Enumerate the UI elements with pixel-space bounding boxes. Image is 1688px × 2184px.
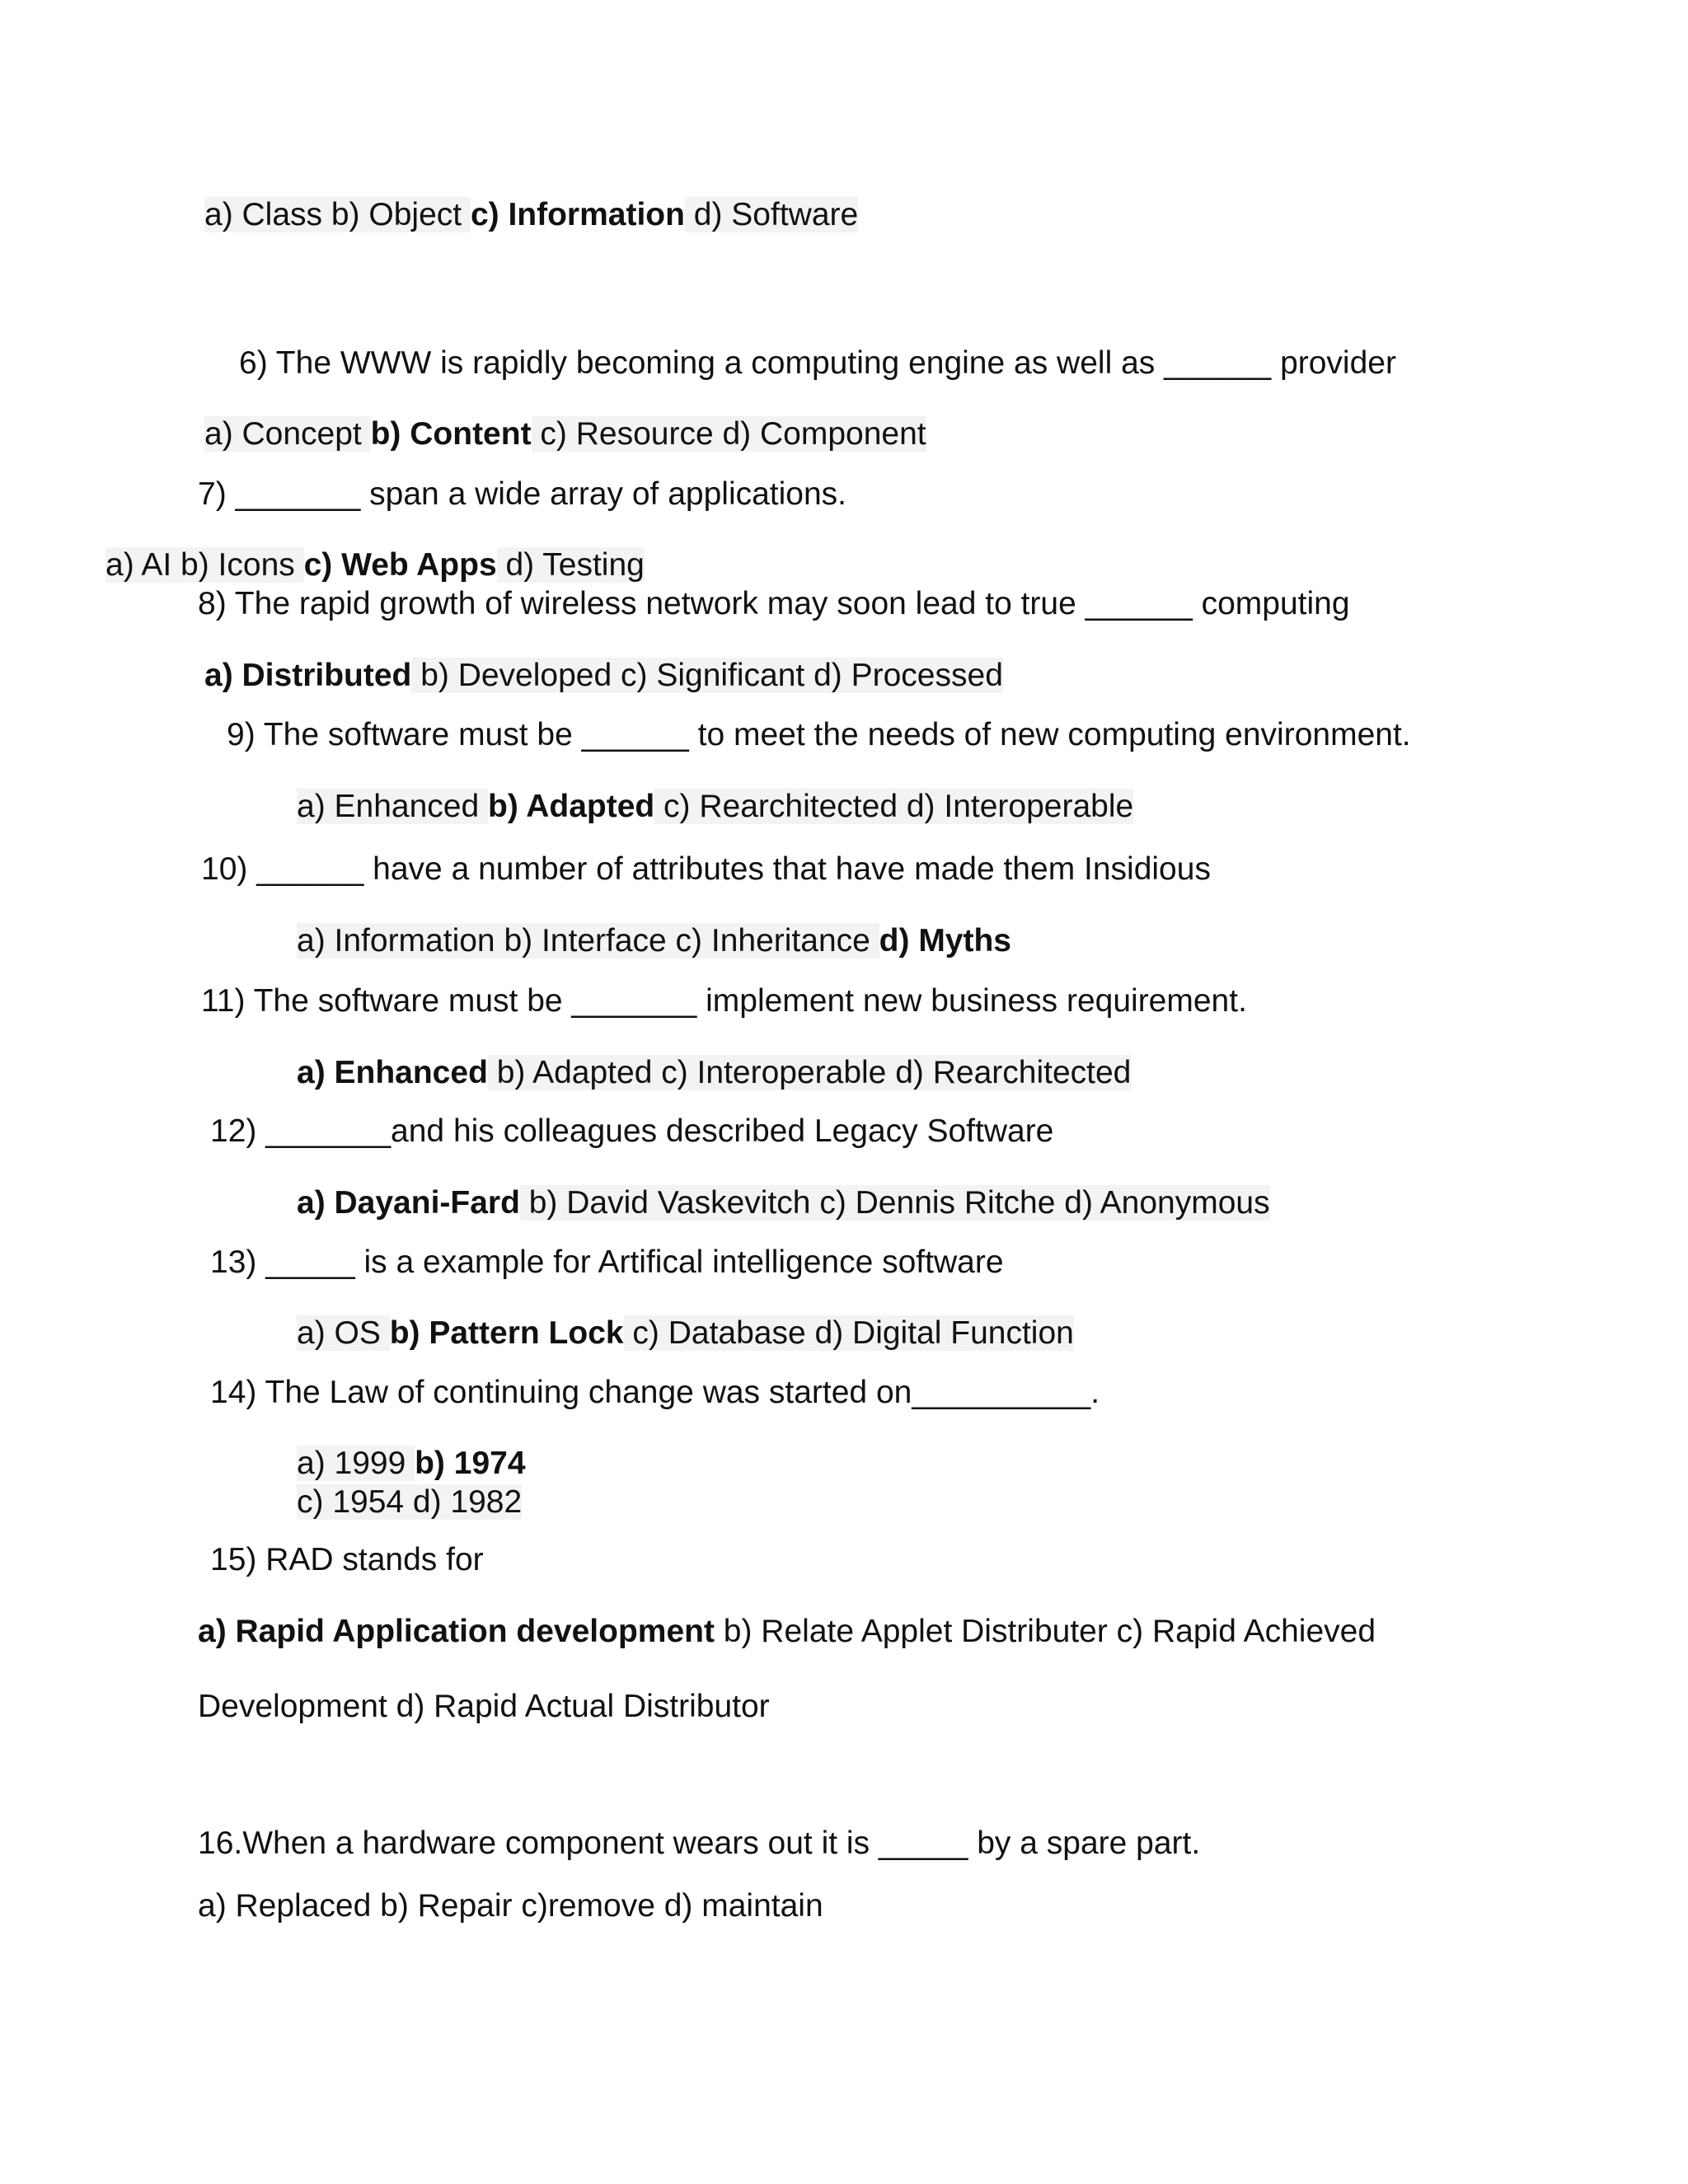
answer-options-q12 bbox=[297, 1184, 1270, 1222]
option-text: a) Information b) Interface c) Inheritance bbox=[297, 923, 879, 958]
option-text-after: b) Adapted c) Interoperable d) Rearchitected bbox=[487, 1055, 1132, 1090]
correct-answer: a) Rapid Application development bbox=[198, 1614, 715, 1649]
answer-options-q6 bbox=[204, 415, 926, 453]
question-14 bbox=[210, 1374, 1100, 1412]
option-text: a) 1999 bbox=[297, 1446, 415, 1481]
answer-options-q11 bbox=[297, 1054, 1131, 1092]
question-8 bbox=[198, 585, 1350, 623]
option-text: a) Replaced b) Repair c)remove d) maintain bbox=[198, 1888, 823, 1924]
option-text-after: c) Resource d) Component bbox=[531, 416, 926, 452]
question-text: 10) ______ have a number of attributes that have made them Insidious bbox=[201, 851, 1211, 887]
option-text-after: d) Software bbox=[684, 197, 859, 232]
option-text: a) Enhanced bbox=[297, 789, 489, 824]
answer-options-q14-row2 bbox=[297, 1483, 522, 1521]
question-7 bbox=[198, 476, 846, 513]
question-16 bbox=[198, 1825, 1200, 1863]
correct-answer: b) Adapted bbox=[488, 789, 655, 824]
answer-options-q14-row1 bbox=[297, 1445, 526, 1483]
option-text-after: b) David Vaskevitch c) Dennis Ritche d) Anonymous bbox=[519, 1185, 1270, 1221]
answer-options-q7 bbox=[106, 546, 645, 584]
correct-answer: a) Enhanced bbox=[297, 1055, 488, 1090]
answer-options-q9 bbox=[297, 788, 1133, 826]
question-13 bbox=[210, 1244, 1004, 1282]
correct-answer: b) 1974 bbox=[415, 1446, 526, 1481]
option-text: a) Concept bbox=[204, 416, 371, 452]
option-text: Development d) Rapid Actual Distributor bbox=[198, 1689, 770, 1724]
correct-answer: a) Distributed bbox=[204, 658, 412, 693]
option-text-after: d) Testing bbox=[496, 547, 645, 583]
option-text: a) AI b) Icons bbox=[106, 547, 304, 583]
answer-options-q5 bbox=[204, 196, 858, 234]
option-text-after: b) Developed c) Significant d) Processed bbox=[411, 658, 1003, 693]
question-9 bbox=[227, 716, 1411, 754]
correct-answer: b) Content bbox=[370, 416, 532, 452]
option-text-after: c) Rearchitected d) Interoperable bbox=[654, 789, 1134, 824]
question-15 bbox=[210, 1541, 484, 1579]
question-text: 16.When a hardware component wears out it is _____ by a spare part. bbox=[198, 1825, 1201, 1861]
question-11 bbox=[201, 982, 1247, 1020]
option-text-after: b) Relate Applet Distributer c) Rapid Achieved bbox=[714, 1614, 1376, 1649]
question-text: 6) The WWW is rapidly becoming a computing engine as well as ______ provider bbox=[239, 345, 1396, 381]
option-text: a) Class b) Object bbox=[204, 197, 471, 232]
question-text: 12) _______and his colleagues described Legacy Software bbox=[210, 1113, 1054, 1149]
question-text: 7) _______ span a wide array of applications. bbox=[198, 476, 847, 512]
option-text: c) 1954 d) 1982 bbox=[297, 1484, 523, 1520]
answer-options-q16 bbox=[198, 1887, 823, 1925]
question-10 bbox=[201, 851, 1211, 888]
correct-answer: b) Pattern Lock bbox=[389, 1315, 624, 1351]
answer-options-q13 bbox=[297, 1315, 1074, 1352]
question-text: 13) _____ is a example for Artifical intelligence software bbox=[210, 1244, 1004, 1280]
answer-options-q10 bbox=[297, 922, 1011, 960]
correct-answer: c) Web Apps bbox=[303, 547, 497, 583]
question-12 bbox=[210, 1113, 1053, 1151]
correct-answer: d) Myths bbox=[879, 923, 1011, 958]
correct-answer: a) Dayani-Fard bbox=[297, 1185, 520, 1221]
correct-answer: c) Information bbox=[470, 197, 685, 232]
question-text: 14) The Law of continuing change was started on__________. bbox=[210, 1375, 1100, 1410]
question-text: 15) RAD stands for bbox=[210, 1542, 484, 1577]
question-text: 11) The software must be _______ implement new business requirement. bbox=[201, 983, 1247, 1019]
option-text-after: c) Database d) Digital Function bbox=[623, 1315, 1074, 1351]
answer-options-q15 bbox=[198, 1613, 1376, 1651]
answer-options-q15-cont bbox=[198, 1688, 770, 1726]
answer-options-q8 bbox=[204, 657, 1003, 695]
question-text: 9) The software must be ______ to meet the needs of new computing environment. bbox=[227, 717, 1411, 752]
option-text: a) OS bbox=[297, 1315, 390, 1351]
question-text: 8) The rapid growth of wireless network may soon lead to true ______ computing bbox=[198, 586, 1350, 621]
question-6 bbox=[239, 344, 1396, 382]
